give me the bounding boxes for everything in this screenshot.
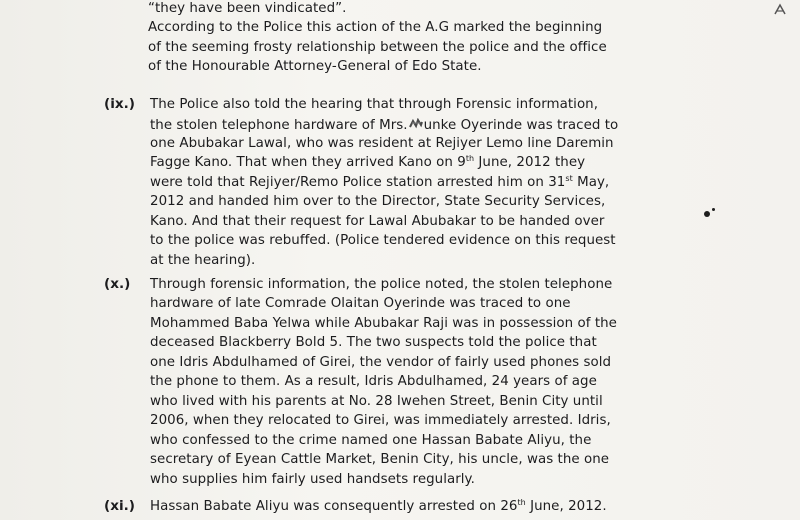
item-ix-line (150, 176, 609, 189)
item-ix-line: 2012 and handed him over to the Director, State Security Services, (150, 194, 606, 209)
ink-smudge (409, 118, 423, 130)
item-x-line: secretary of Eyean Cattle Market, Benin City, his uncle, was the one (150, 452, 610, 467)
item-ix-line-part: the stolen telephone hardware of Mrs. (150, 118, 408, 133)
ink-speck (712, 208, 715, 211)
item-marker-x: (x.) (104, 276, 131, 292)
item-marker-ix: (ix.) (104, 96, 136, 112)
item-xi-line-part: June, 2012. (525, 499, 607, 514)
item-x-line: one Idris Abdulhamed of Girei, the vendor of fairly used phones sold (150, 355, 612, 370)
intro-line: According to the Police this action of the A.G marked the beginning (148, 20, 603, 35)
item-ix-line: one Abubakar Lawal, who was resident at Rejiyer Lemo line Daremin (150, 136, 614, 151)
item-x-line: deceased Blackberry Bold 5. The two suspects told the police that (150, 335, 597, 350)
item-ix-line-part: June, 2012 they (474, 155, 586, 170)
item-x-line: who confessed to the crime named one Hassan Babate Aliyu, the (150, 433, 592, 448)
item-xi-line (150, 500, 607, 513)
item-ix-line-part: unke Oyerinde was traced to (423, 118, 619, 133)
item-ix-line-part: May, (572, 175, 610, 190)
item-x-line: Through forensic information, the police noted, the stolen telephone (150, 277, 613, 292)
item-ix-line: to the police was rebuffed. (Police tendered evidence on this request (150, 233, 616, 248)
item-x-line: who lived with his parents at No. 28 Iwehen Street, Benin City until (150, 394, 603, 409)
item-ix-line-part: Fagge Kano. That when they arrived Kano on 9 (150, 155, 466, 170)
ordinal-suffix: st (565, 174, 573, 183)
ordinal-suffix: th (517, 498, 526, 507)
item-ix-line (150, 117, 618, 132)
ordinal-suffix: th (465, 154, 475, 163)
item-x-line: the phone to them. As a result, Idris Abdulhamed, 24 years of age (150, 374, 597, 389)
intro-line: of the Honourable Attorney-General of Edo State. (148, 59, 482, 74)
item-ix-line: Kano. And that their request for Lawal Abubakar to be handed over (150, 214, 605, 229)
item-ix-line: at the hearing). (150, 253, 256, 268)
corner-mark (772, 2, 788, 18)
intro-line: of the seeming frosty relationship between the police and the office (148, 40, 607, 55)
item-x-line: hardware of late Comrade Olaitan Oyerinde was traced to one (150, 296, 571, 311)
item-marker-xi: (xi.) (104, 498, 136, 514)
item-ix-line: The Police also told the hearing that through Forensic information, (150, 97, 599, 112)
item-xi-line-part: Hassan Babate Aliyu was consequently arrested on 26 (150, 499, 518, 514)
item-ix-line-part: were told that Rejiyer/Remo Police station arrested him on 31 (150, 175, 566, 190)
item-x-line: who supplies him fairly used handsets regularly. (150, 472, 475, 487)
item-x-line: 2006, when they relocated to Girei, was immediately arrested. Idris, (150, 413, 611, 428)
item-x-line: Mohammed Baba Yelwa while Abubakar Raji was in possession of the (150, 316, 617, 331)
ink-speck (704, 211, 710, 217)
intro-line: “they have been vindicated”. (148, 1, 347, 16)
item-ix-line (150, 156, 585, 169)
